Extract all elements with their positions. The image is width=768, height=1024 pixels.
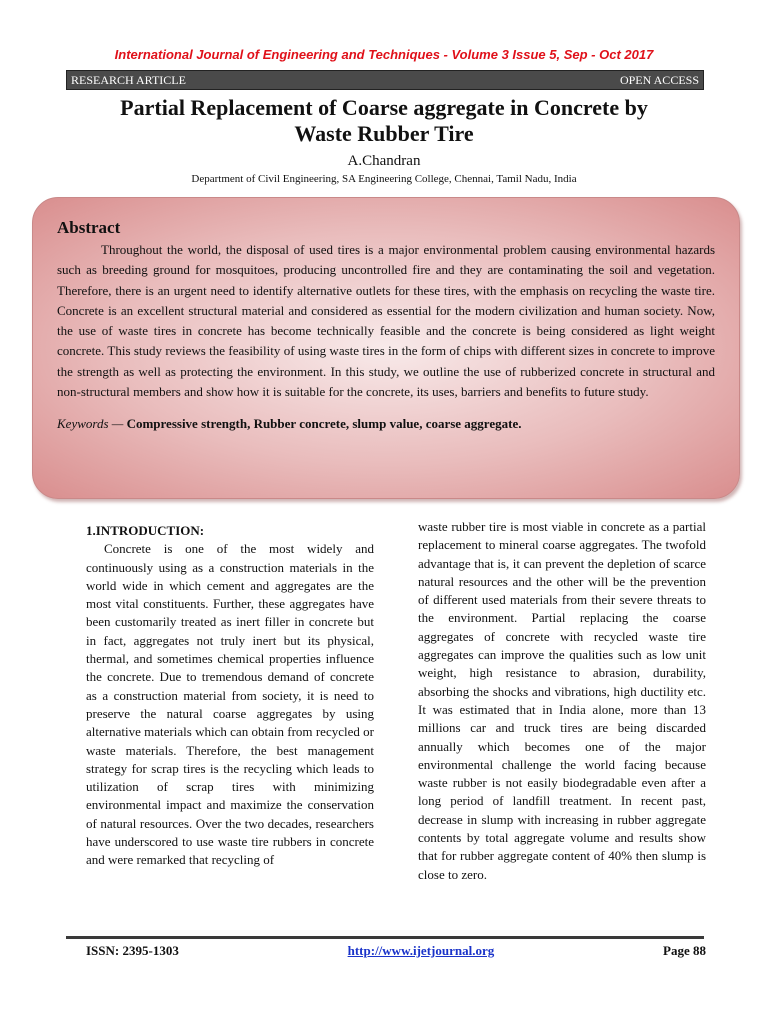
article-type-label: RESEARCH ARTICLE <box>71 72 186 87</box>
author-affiliation: Department of Civil Engineering, SA Engineering College, Chennai, Tamil Nadu, India <box>191 173 577 185</box>
page-footer <box>86 943 706 959</box>
author-name: A.Chandran <box>347 153 421 169</box>
left-column <box>86 518 374 870</box>
article-type-bar <box>66 70 704 90</box>
left-column-text: Concrete is one of the most widely and continuously using as a construction materials in the world wide in which cement and aggregates are the most vital constituents. Further, these aggregates have been customarily treated as inert filler in concrete but in fact, aggregates not truly inert but its physical, thermal, and sometimes chemical properties influence the concrete. Due to tremendous demand of concrete as a construction material from society, it is need to preserve the natural coarse aggregates by using alternative materials which can obtain from recycled or waste materials. Therefore, the best management strategy for scrap tires is the recycling which leads to utilization of scrap tires with minimizing environmental impact and maximize the conservation of natural resources. Over the two decades, researchers have underscored to use waste tire rubbers in concrete and were remarked that recycling of <box>86 541 374 868</box>
keywords-line <box>57 416 715 432</box>
paper-title <box>60 95 708 147</box>
keywords-text: Compressive strength, Rubber concrete, slump value, coarse aggregate. <box>126 416 522 432</box>
page-number: Page 88 <box>663 943 706 958</box>
introduction-heading: 1.INTRODUCTION: <box>86 523 205 538</box>
footer-divider <box>66 936 704 939</box>
keywords-label: Keywords — <box>57 416 124 432</box>
open-access-label: OPEN ACCESS <box>619 72 699 87</box>
paper-title-line-2: Waste Rubber Tire <box>294 121 474 146</box>
journal-header: International Journal of Engineering and Techniques - Volume 3 Issue 5, Sep - Oct 2017 <box>114 47 654 62</box>
journal-link[interactable]: http://www.ijetjournal.org <box>347 943 495 958</box>
abstract-heading: Abstract <box>57 218 121 237</box>
paper-title-line-1: Partial Replacement of Coarse aggregate in Concrete by <box>120 95 648 120</box>
issn-label: ISSN: 2395-1303 <box>86 943 179 958</box>
abstract-box <box>32 197 740 499</box>
right-column-text: waste rubber tire is most viable in concrete as a partial replacement to mineral coarse aggregates. The twofold advantage that is, it can prevent the depletion of scarce natural resources and the other will be the prevention of different used materials from their severe threats to the environment. Partial replacing the coarse aggregates of concrete with recycled waste tire aggregates can improve the qualities such as low unit weight, high resistance to abrasion, durability, absorbing the shocks and vibrations, high ductility etc. It was estimated that in India alone, more than 13 millions car and truck tires are being discarded annually which becomes one of the major environmental challenge the world facing because waste rubber is not easily biodegradable even after a long period of landfill treatment. In recent past, decrease in slump with increasing in rubber aggregate contents by total aggregate volume and results show that for rubber aggregate content of 40% then slump is close to zero. <box>418 519 706 882</box>
abstract-text: Throughout the world, the disposal of used tires is a major environmental problem causing environmental hazards such as breeding ground for mosquitoes, producing uncontrolled fire and they are contaminating the soil and vegetation. Therefore, there is an urgent need to identify alternative outlets for these tires, with the emphasis on recycling the waste tire. Concrete is an excellent structural material and considered as essential for the modern civilization and human society. Now, the use of waste tires in concrete has become technically feasible and the concrete is being considered as light weight concrete. This study reviews the feasibility of using waste tires in the form of chips with different sizes in concrete to improve the strength as well as protecting the environment. In this study, we outline the use of rubberized concrete in structural and non-structural members and show how it is suitable for the concrete, its uses, barriers and benefits to future study. <box>57 242 715 400</box>
right-column <box>418 518 706 884</box>
